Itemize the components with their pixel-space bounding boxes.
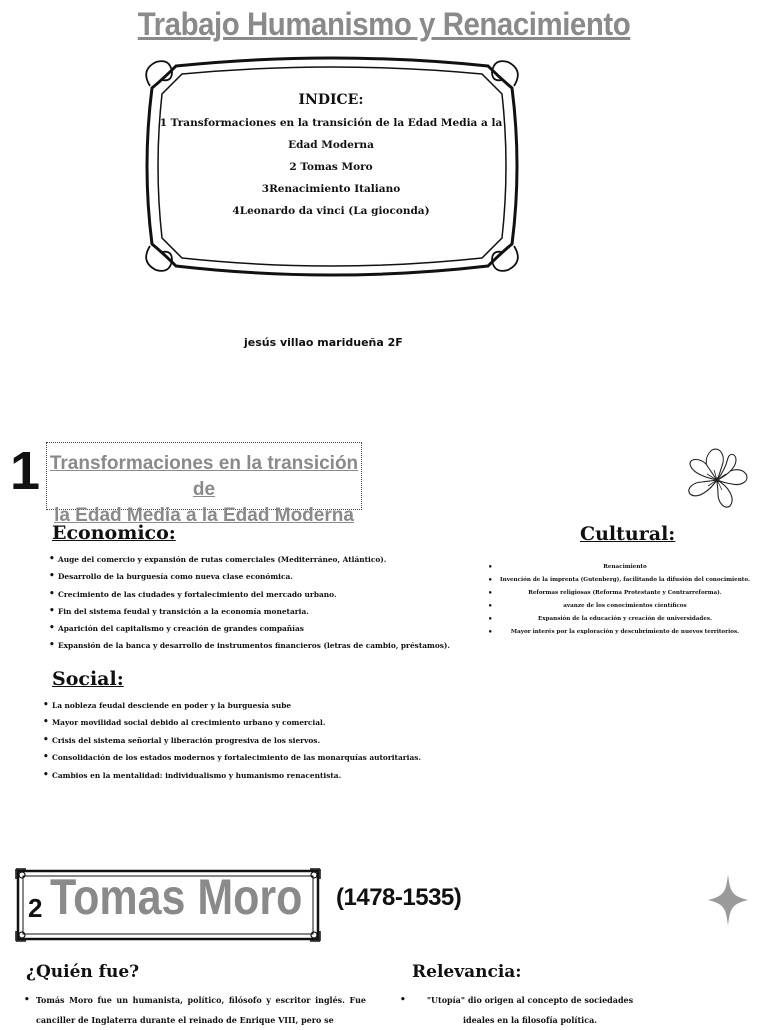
index-item: 2 Tomas Moro (289, 161, 373, 173)
index-item: Edad Moderna (288, 139, 374, 151)
economico-list (58, 551, 450, 655)
author-line: jesús villao maridueña 2F (244, 336, 403, 349)
bullet-icon: • (400, 995, 406, 1005)
sparkle-icon (708, 874, 748, 926)
relevancia-heading: Relevancia: (412, 962, 522, 982)
section-title: Tomas Moro (50, 869, 303, 925)
list-item: • Cambios en la mentalidad: individualismo y humanismo renacentista. (52, 767, 421, 784)
list-item: • Reformas religiosas (Reforma Protestante y Contrarreforma). (484, 587, 766, 600)
social-heading: Social: (52, 668, 124, 690)
index-item: 1 Transformaciones en la transición de la Edad Media a la (159, 117, 503, 129)
list-item: • Renacimiento (484, 561, 766, 574)
section-title-line: Transformaciones en la transición de (49, 453, 359, 500)
index-heading: INDICE: (298, 92, 364, 108)
index-item: 4Leonardo da vinci (La gioconda) (232, 205, 430, 217)
list-item: • Fin del sistema feudal y transición a la economía monetaria. (58, 603, 450, 620)
list-item: • avanze de los conocimientos científicos (484, 600, 766, 613)
section-title-box (46, 442, 362, 526)
cultural-list (484, 561, 766, 638)
list-item: • Auge del comercio y expansión de rutas comerciales (Mediterráneo, Atlántico). (58, 551, 450, 568)
list-item: • La nobleza feudal desciende en poder y la burguesía sube (52, 697, 421, 714)
index-item: 3Renacimiento Italiano (261, 183, 401, 195)
bullet-icon: • (24, 995, 30, 1005)
list-item: • Crecimiento de las ciudades y fortalecimiento del mercado urbano. (58, 586, 450, 603)
list-item: • Consolidación de los estados modernos y fortalecimiento de las monarquías autoritarias. (52, 749, 421, 766)
relevancia-paragraph: "Utopía" dio origen al concepto de sociedades ideales en la filosofía política. (426, 995, 634, 1025)
social-list (52, 697, 421, 784)
index-section (140, 92, 522, 222)
section-number: 2 (28, 893, 43, 923)
quien-paragraph: Tomás Moro fue un humanista, político, filósofo y escritor inglés. Fue canciller de Inglaterra durante el reinado de Enrique VIII, pero se (36, 995, 366, 1025)
list-item: • Desarrollo de la burguesía como nueva clase económica. (58, 568, 450, 585)
cultural-heading: Cultural: (580, 523, 676, 545)
quien-heading: ¿Quién fue? (26, 962, 140, 982)
list-item: • Aparición del capitalismo y creación de grandes compañías (58, 620, 450, 637)
section-number: 1 (10, 441, 41, 501)
list-item: • Mayor movilidad social debido al crecimiento urbano y comercial. (52, 714, 421, 731)
list-item: • Expansión de la banca y desarrollo de instrumentos financieros (letras de cambio, préstamos). (58, 637, 450, 654)
flower-icon (682, 444, 752, 512)
economico-heading: Economico: (52, 522, 176, 544)
list-item: • Crisis del sistema señorial y liberación progresiva de los siervos. (52, 732, 421, 749)
list-item: • Invención de la imprenta (Gutenberg), facilitando la difusión del conocimiento. (484, 574, 766, 587)
list-item: • Expansión de la educación y creación de universidades. (484, 613, 766, 626)
life-dates: (1478-1535) (336, 884, 462, 911)
list-item: • Mayor interés por la exploración y descubrimiento de nuevos territorios. (484, 626, 766, 639)
section-title-line: la Edad Media a la Edad Moderna (54, 505, 354, 526)
document-title: Trabajo Humanismo y Renacimiento (137, 6, 631, 42)
